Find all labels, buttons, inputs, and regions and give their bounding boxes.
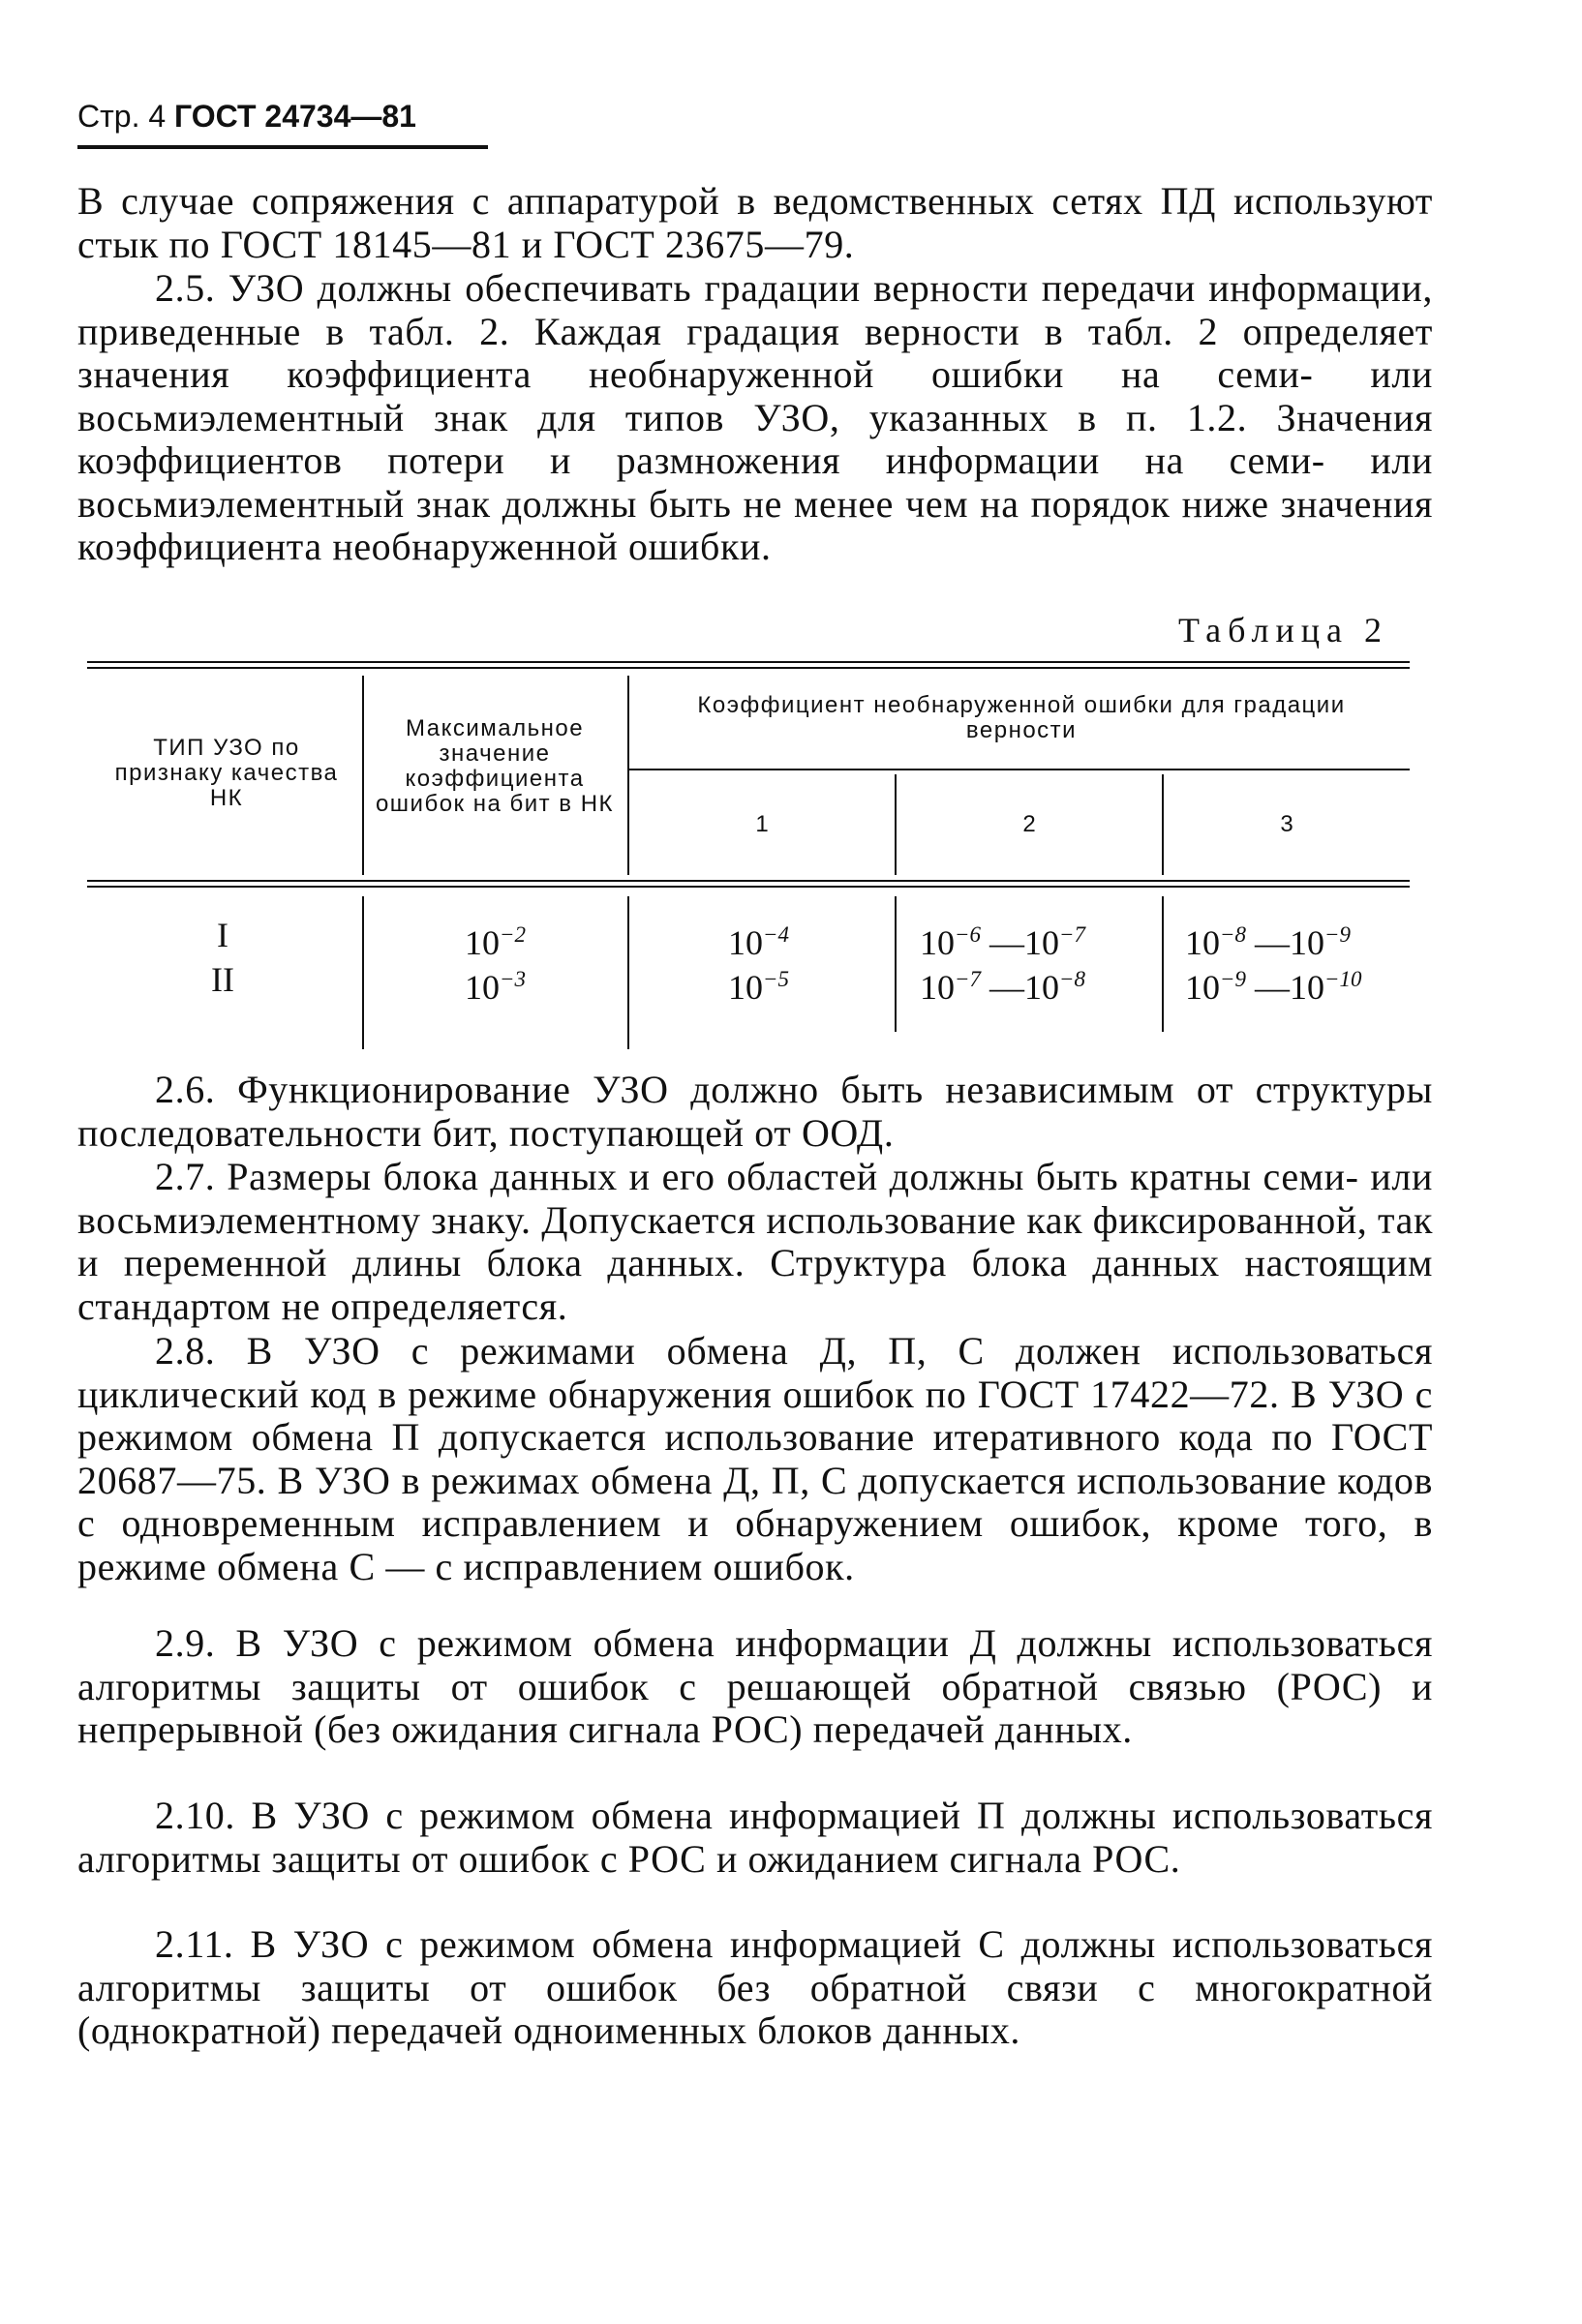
page-number: Стр. 4 <box>77 99 167 134</box>
table-vline-1-body <box>362 896 364 1049</box>
paragraph-2-8: 2.8. В УЗО с режимами обмена Д, П, С должен использоваться циклический код в режиме обнаружения ошибок по ГОСТ 17422—72. В УЗО с режимом обмена П допускается использование итеративного кода по ГОСТ 20687—75. В УЗО в режимах обмена Д, П, С допускается использование кодов с одновременным исправлением и обнаружением ошибок, кроме того, в режиме обмена С — с исправлением ошибок. <box>77 1329 1433 1588</box>
paragraph-2-7: 2.7. Размеры блока данных и его областей должны быть кратны семи- или восьмиэлементному знаку. Допускается использование как фиксированной, так и переменной длины блока данных. Структура блока данных настоящим стандартом не определяется. <box>77 1155 1433 1328</box>
table-group-rule <box>627 769 1410 770</box>
row-2-grade-2: $10^{-7}$ $—10^{-8}$ <box>920 967 1086 1007</box>
table-vline-4-body <box>1162 896 1164 1032</box>
page-header <box>77 97 488 136</box>
table-header-bottom-rule-double <box>87 886 1410 888</box>
header-group: Коэффициент необнаруженной ошибки для градации верности <box>697 692 1346 743</box>
table-vline-2-body <box>627 896 629 1049</box>
row-1-max: $10^{-2}$ <box>465 922 527 962</box>
table-top-rule-double <box>87 667 1410 669</box>
table-vline-3-body <box>895 896 897 1032</box>
paragraph-intro: В случае сопряжения с аппаратурой в ведомственных сетях ПД используют стык по ГОСТ 18145—81 и ГОСТ 23675—79. <box>77 179 1433 266</box>
paragraph-2-9: 2.9. В УЗО с режимом обмена информации Д должны использоваться алгоритмы защиты от ошибок с решающей обратной связью (РОС) и непрерывной (без ожидания сигнала РОС) передачей данных. <box>77 1621 1433 1751</box>
paragraph-2-5: 2.5. УЗО должны обеспечивать градации верности передачи информации, приведенные в табл. 2. Каждая градация верности в табл. 2 определяет значения коэффициента необнаруженной ошибки на семи- или восьмиэлементный знак для типов УЗО, указанных в п. 1.2. Значения коэффициентов потери и размножения информации на семи- или восьмиэлементный знак должны быть не менее чем на порядок ниже значения коэффициента необнаруженной ошибки. <box>77 266 1433 568</box>
row-1-grade-3: $10^{-8}$ $—10^{-9}$ <box>1185 922 1352 962</box>
row-2-grade-1: $10^{-5}$ <box>728 967 790 1007</box>
header-rule <box>77 145 488 149</box>
standard-number: ГОСТ 24734—81 <box>174 99 416 134</box>
header-type: ТИП УЗО по признаку качества НК <box>114 735 339 811</box>
table-vline-2 <box>627 676 629 875</box>
paragraph-2-6: 2.6. Функционирование УЗО должно быть независимым от структуры последовательности бит, поступающей от ООД. <box>77 1068 1433 1155</box>
table-top-rule <box>87 661 1410 663</box>
header-max-coefficient: Максимальное значение коэффициента ошибок на бит в НК <box>375 715 615 817</box>
table-header-bottom-rule <box>87 880 1410 882</box>
row-1-grade-2: $10^{-6}$ $—10^{-7}$ <box>920 922 1086 962</box>
row-2-max: $10^{-3}$ <box>465 967 527 1007</box>
row-2-grade-3: $10^{-9}$ $—10^{-10}$ <box>1185 967 1362 1007</box>
paragraph-2-11: 2.11. В УЗО с режимом обмена информацией С должны использоваться алгоритмы защиты от ошибок без обратной связи с многократной (однократной) передачей одноименных блоков данных. <box>77 1922 1433 2052</box>
table-caption: Таблица 2 <box>1178 611 1388 649</box>
header-grade-2: 2 <box>1022 811 1036 837</box>
row-1-grade-1: $10^{-4}$ <box>728 922 790 962</box>
table-vline-1 <box>362 676 364 875</box>
row-2-type: II <box>211 960 234 999</box>
header-grade-1: 1 <box>755 811 769 837</box>
row-1-type: I <box>217 916 228 954</box>
paragraph-2-10: 2.10. В УЗО с режимом обмена информацией П должны использоваться алгоритмы защиты от ошибок с РОС и ожиданием сигнала РОС. <box>77 1794 1433 1881</box>
header-grade-3: 3 <box>1280 811 1293 837</box>
